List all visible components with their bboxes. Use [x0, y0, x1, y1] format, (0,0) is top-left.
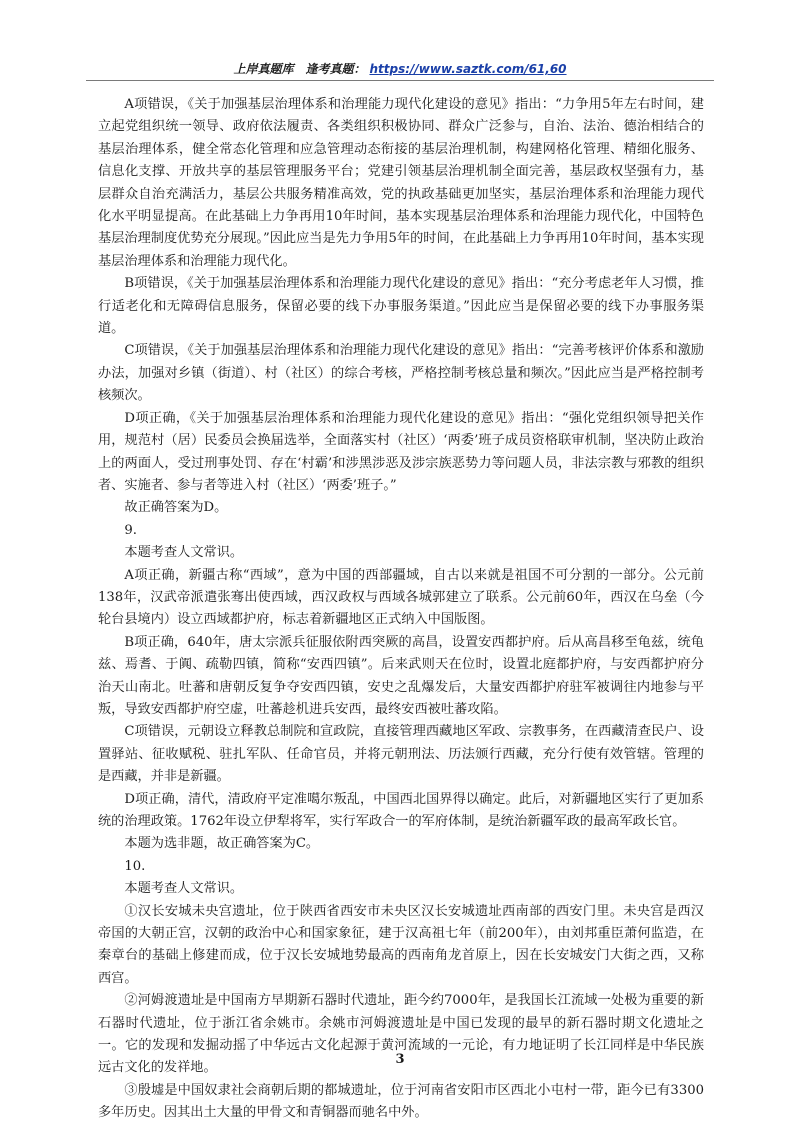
header-label: 上岸真题库 逢考真题：	[233, 62, 366, 76]
question-number: 9.	[124, 522, 137, 538]
question-number: 10.	[124, 858, 146, 874]
paragraph: C项错误，《关于加强基层治理体系和治理能力现代化建设的意见》指出：“完善考核评价体系和激励办法，加强对乡镇（街道）、村（社区）的综合考核，严格控制考核总量和频次。”因此应当是严格控制考核频次。	[98, 343, 704, 404]
answer-line: 故正确答案为D。	[124, 500, 228, 516]
page-header	[0, 60, 800, 77]
paragraph: C项错误，元朝设立释教总制院和宣政院，直接管理西藏地区军政、宗教事务，在西藏清查民户、设置驿站、征收赋税、驻扎军队、任命官员，并将元朝刑法、历法颁行西藏，充分行使有效管辖。管理的是西藏，并非是新疆。	[98, 724, 704, 785]
paragraph: A项错误，《关于加强基层治理体系和治理能力现代化建设的意见》指出：“力争用5年左右时间，建立起党组织统一领导、政府依法履责、各类组织积极协同、群众广泛参与，自治、法治、德治相结合的基层治理体系，健全常态化管理和应急管理动态衔接的基层治理机制，构建网格化管理、精细化服务、信息化支撑、开放共享的基层管理服务平台；党建引领基层治理机制全面完善，基层政权坚强有力，基层群众自治充满活力，基层公共服务精准高效，党的执政基础更加坚实，基层治理体系和治理能力现代化水平明显提高。在此基础上力争再用10年时间，基本实现基层治理体系和治理能力现代化，中国特色基层治理制度优势充分展现。”因此应当是先力争用5年的时间，在此基础上力争再用10年时间，基本实现基层治理体系和治理能力现代化。	[98, 97, 704, 269]
header-url-link[interactable]: https://www.saztk.com/61,60	[369, 62, 567, 76]
paragraph: B项错误，《关于加强基层治理体系和治理能力现代化建设的意见》指出：“充分考虑老年人习惯，推行适老化和无障碍信息服务，保留必要的线下办事服务渠道。”因此应当是保留必要的线下办事服务渠道。	[98, 276, 704, 337]
paragraph: ②河姆渡遗址是中国南方早期新石器时代遗址，距今约7000年，是我国长江流域一处极为重要的新石器时代遗址，位于浙江省余姚市。余姚市河姆渡遗址是中国已发现的最早的新石器时期文化遗址之一。它的发现和发掘动摇了中华远古文化起源于黄河流域的一元论，有力地证明了长江同样是中华民族远古文化的发祥地。	[98, 993, 704, 1076]
paragraph: A项正确，新疆古称“西域”，意为中国的西部疆域，自古以来就是祖国不可分割的一部分。公元前138年，汉武帝派遣张骞出使西域，西汉政权与西域各城郭建立了联系。公元前60年，西汉在乌垒（今轮台县境内）设立西域都护府，标志着新疆地区正式纳入中国版图。	[98, 567, 704, 628]
question-topic: 本题考查人文常识。	[124, 545, 244, 561]
page-number: 3	[395, 1052, 405, 1067]
question-topic: 本题考查人文常识。	[124, 881, 244, 897]
paragraph: D项正确，《关于加强基层治理体系和治理能力现代化建设的意见》指出：“强化党组织领导把关作用，规范村（居）民委员会换届选举，全面落实村（社区）‘两委’班子成员资格联审机制，坚决防止政治上的两面人，受过刑事处罚、存在‘村霸’和涉黑涉恶及涉宗族恶势力等问题人员，非法宗教与邪教的组织者、实施者、参与者等进入村（社区）‘两委’班子。”	[98, 410, 704, 493]
paragraph: D项正确，清代，清政府平定准噶尔叛乱，中国西北国界得以确定。此后，对新疆地区实行了更加系统的治理政策。1762年设立伊犁将军，实行军政合一的军府体制，是统治新疆军政的最高军政长官。	[98, 791, 704, 829]
paragraph: B项正确，640年，唐太宗派兵征服依附西突厥的高昌，设置安西都护府。后从高昌移至龟兹，统龟兹、焉耆、于阗、疏勒四镇，简称“安西四镇”。后来武则天在位时，设置北庭都护府，与安西都护府分治天山南北。吐蕃和唐朝反复争夺安西四镇，安史之乱爆发后，大量安西都护府驻军被调往内地参与平叛，导致安西都护府空虚，吐蕃趁机进兵安西，最终安西被吐蕃攻陷。	[98, 634, 704, 717]
paragraph: ③殷墟是中国奴隶社会商朝后期的都城遗址，位于河南省安阳市区西北小屯村一带，距今已有3300多年历史。因其出土大量的甲骨文和青铜器而驰名中外。	[98, 1082, 704, 1121]
header-divider	[86, 80, 714, 81]
document-body	[98, 94, 704, 1125]
paragraph: ①汉长安城未央宫遗址，位于陕西省西安市未央区汉长安城遗址西南部的西安门里。未央宫是西汉帝国的大朝正宫，汉朝的政治中心和国家象征，建于汉高祖七年（前200年），由刘邦重臣萧何监造，在秦章台的基础上修建而成，位于汉长安城地势最高的西南角龙首原上，因在长安城安门大街之西，又称西宫。	[98, 903, 704, 986]
answer-line: 本题为选非题，故正确答案为C。	[124, 836, 320, 852]
